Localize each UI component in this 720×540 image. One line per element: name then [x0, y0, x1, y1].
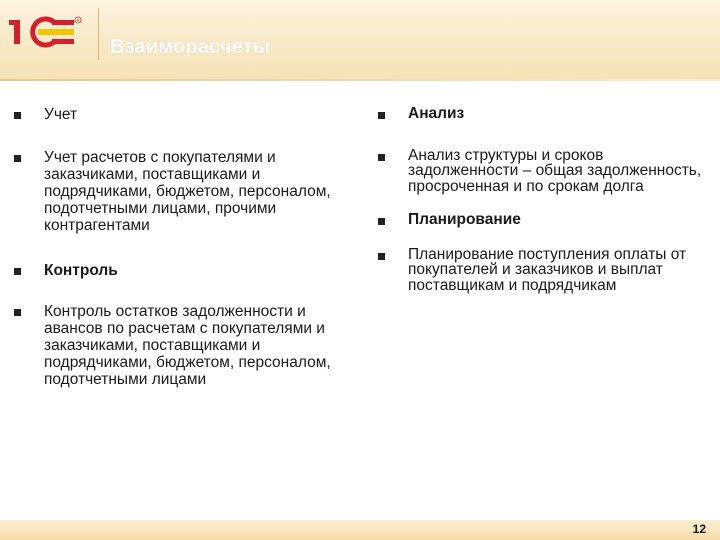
list-item-kontrol-desc [14, 303, 344, 388]
list-item-uchet-desc [14, 149, 344, 234]
list-item-text: Учет расчетов с покупателями и заказчиками, поставщиками и подрядчиками, бюджетом, персоналом, подотчетными лицами, прочими контрагентами [44, 149, 331, 234]
list-item-text: Планирование поступления оплаты от покупателей и заказчиков и выплат поставщикам и подрядчикам [408, 245, 687, 294]
bullet-square-icon [14, 112, 21, 119]
left-column [14, 106, 344, 388]
list-item-text: Контроль остатков задолженности и авансов по расчетам с покупателями и заказчиками, поставщиками и подрядчиками, бюджетом, персоналом, подотчетными лицами [44, 303, 331, 388]
list-item-planirovanie-desc [378, 247, 708, 294]
bullet-square-icon [378, 154, 385, 161]
header-separator [98, 8, 99, 60]
right-column [378, 106, 708, 293]
header-divider [0, 79, 720, 81]
list-item-analiz [378, 106, 708, 122]
bullet-square-icon [14, 155, 21, 162]
footer-band [0, 520, 720, 540]
bullet-square-icon [378, 218, 385, 225]
bullet-square-icon [378, 253, 385, 260]
bullet-square-icon [14, 268, 21, 275]
list-item-planirovanie [378, 212, 708, 228]
page-number: 12 [692, 522, 706, 536]
page-title: Взаиморасчеты [110, 36, 271, 58]
bullet-square-icon [378, 112, 385, 119]
list-item-analiz-desc [378, 148, 708, 195]
list-item-heading: Контроль [44, 262, 118, 279]
list-item-heading: Планирование [408, 211, 521, 228]
list-item-kontrol [14, 262, 344, 279]
list-item-text: Учет [44, 106, 78, 123]
bullet-square-icon [14, 309, 21, 316]
logo-1c-icon [8, 14, 84, 54]
list-item-uchet [14, 106, 344, 123]
list-item-text: Анализ структуры и сроков задолженности – общая задолженность, просроченная и по срокам долга [408, 146, 702, 195]
header-band [0, 0, 720, 80]
svg-text:R: R [76, 17, 80, 23]
list-item-heading: Анализ [408, 105, 465, 122]
